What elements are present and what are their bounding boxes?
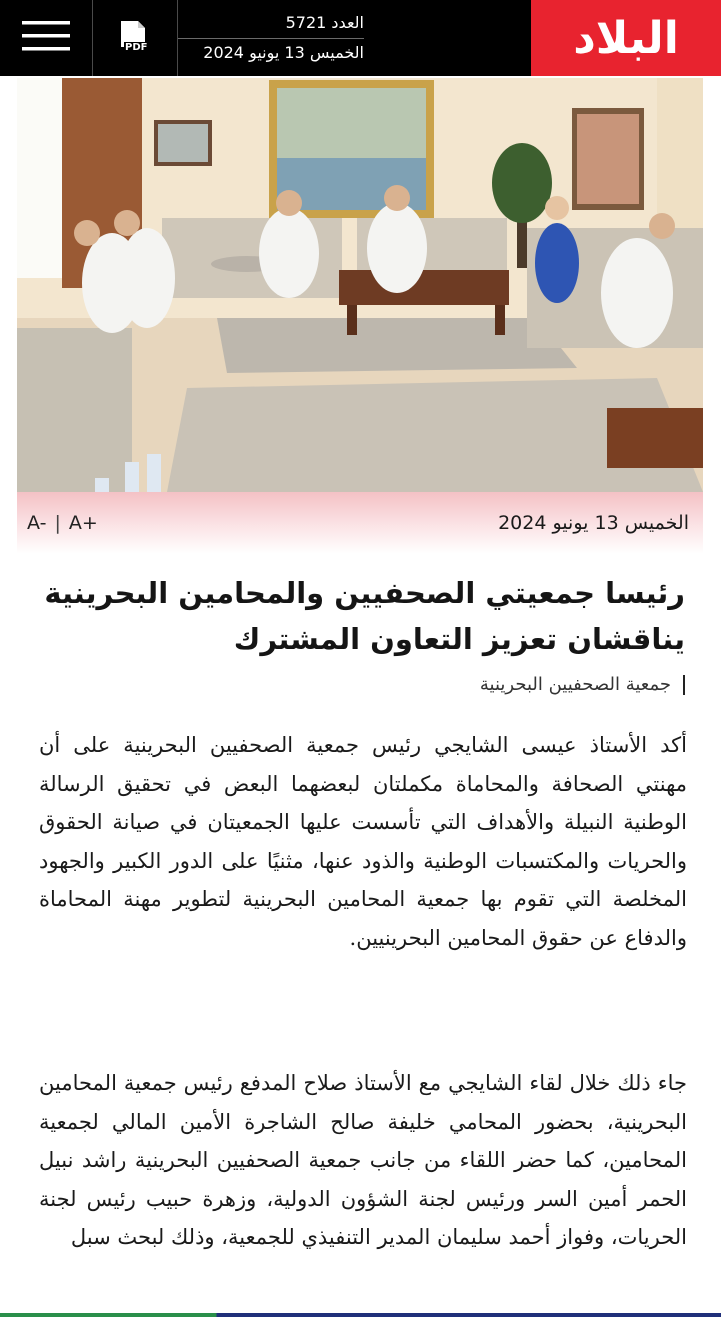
hamburger-menu-icon[interactable] — [21, 19, 71, 57]
issue-number: العدد 5721 — [178, 12, 364, 39]
source-divider — [683, 675, 685, 695]
issue-info — [178, 0, 531, 76]
article-paragraph-1: أكد الأستاذ عيسى الشايجي رئيس جمعية الصحفيين البحرينية على أن مهنتي الصحافة والمحاماة مكملتان لبعضهما البعض في تحقيق الرسالة الوطنية النبيلة والأهداف التي تأسست عليها الجمعيتان في صيانة الحقوق والحريات والمكتسبات الوطنية والذود عنها، مثنيًا على الدور الكبير والجهود المخلصة التي تقوم بها جمعية المحامين البحرينية لتطوير مهنة المحاماة والدفاع عن حقوق المحامين البحرينيين. — [39, 733, 687, 950]
font-decrease-button[interactable]: A- — [27, 512, 47, 534]
issue-date: الخميس 13 يونيو 2024 — [203, 42, 364, 62]
top-header — [0, 0, 721, 76]
menu-button[interactable] — [0, 0, 93, 76]
pdf-file-icon[interactable] — [118, 20, 152, 56]
font-increase-button[interactable]: A+ — [68, 512, 98, 534]
pdf-label: PDF — [125, 42, 148, 53]
pdf-button[interactable] — [93, 0, 178, 76]
article-meta-bar — [17, 492, 703, 554]
article-source — [480, 674, 685, 695]
article-paragraph-2: جاء ذلك خلال لقاء الشايجي مع الأستاذ صلاح المدفع رئيس جمعية المحامين البحرينية، بحضور المحامي خليفة صالح الشاجرة الأمين المالي لجمعية المحامين، كما حضر اللقاء من جانب جمعية الصحفيين البحرينية راشد نبيل الحمر أمين السر ورئيس لجنة الشؤون الدولية، وزهرة حبيب رئيس لجنة الحريات، وفواز أحمد سليمان المدير التنفيذي للجمعية، وذلك لبحث سبل — [39, 1071, 687, 1250]
logo-text: البلاد — [573, 12, 679, 64]
site-logo[interactable] — [531, 0, 721, 76]
font-size-controls — [17, 512, 98, 534]
article-photo — [17, 78, 703, 492]
article-date: الخميس 13 يونيو 2024 — [498, 512, 689, 534]
bottom-progress-strip — [0, 1313, 721, 1317]
font-size-separator: | — [54, 512, 61, 534]
article-title: رئيسا جمعيتي الصحفيين والمحامين البحرينية يناقشان تعزيز التعاون المشترك — [44, 576, 685, 656]
source-link[interactable]: جمعية الصحفيين البحرينية — [479, 674, 671, 695]
